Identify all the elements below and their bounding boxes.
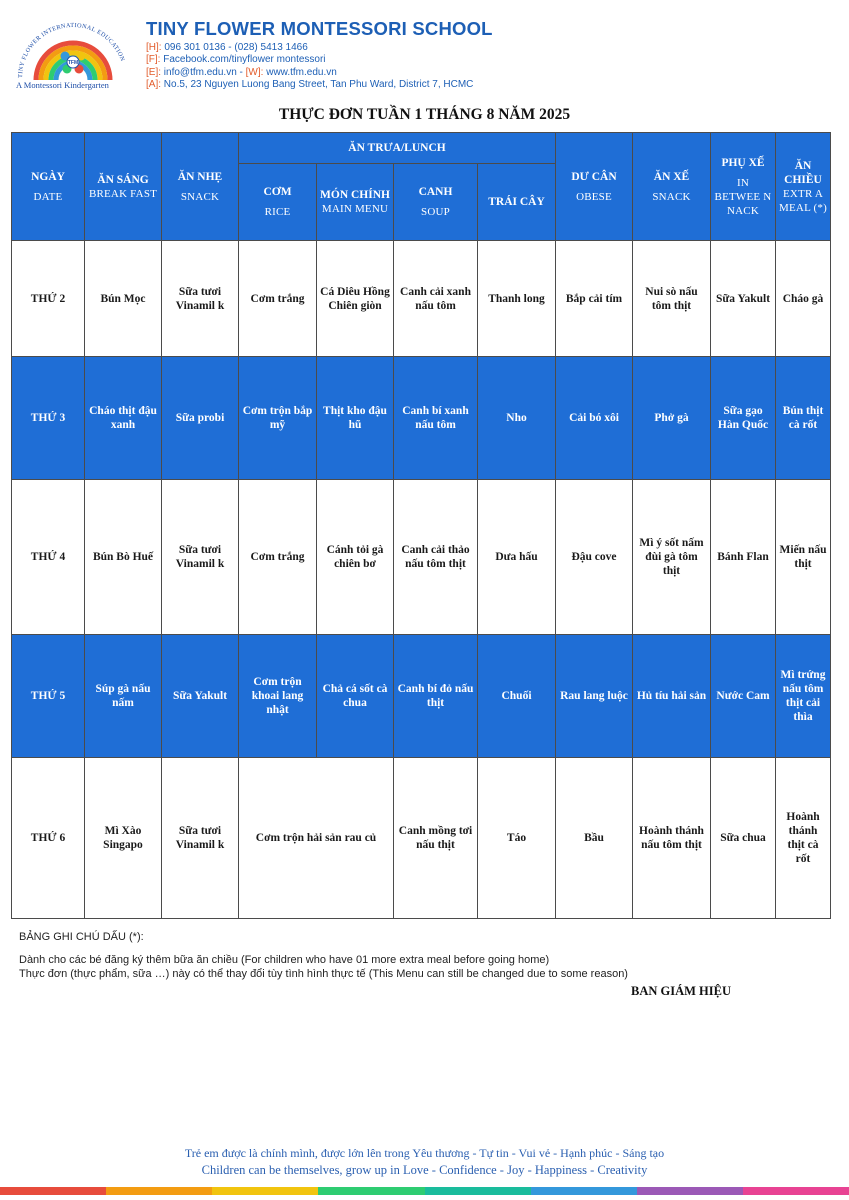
cell-soup: Canh mồng tơi nấu thịt bbox=[394, 758, 478, 919]
cell-soup: Canh cải xanh nấu tôm bbox=[394, 241, 478, 357]
cell-day: THỨ 3 bbox=[12, 357, 85, 480]
cell-breakfast: Cháo thịt đậu xanh bbox=[85, 357, 162, 480]
cell-fruit: Chuối bbox=[478, 635, 556, 758]
header-main: MÓN CHÍNH MAIN MENU bbox=[317, 164, 394, 241]
contact-address: [A]: No.5, 23 Nguyen Luong Bang Street, Tan Phu Ward, District 7, HCMC bbox=[146, 79, 474, 91]
logo-subtitle: A Montessori Kindergarten bbox=[16, 80, 109, 90]
cell-obese: Đậu cove bbox=[556, 480, 633, 635]
header-extra-meal: ĂN CHIỀU EXTR A MEAL (*) bbox=[776, 133, 831, 241]
cell-fruit: Thanh long bbox=[478, 241, 556, 357]
slogan-english: Children can be themselves, grow up in Love - Confidence - Joy - Happiness - Creativity bbox=[201, 1163, 648, 1177]
cell-extra-meal: Miến nấu thịt bbox=[776, 480, 831, 635]
cell-rice: Cơm trắng bbox=[239, 480, 317, 635]
cell-in-between: Sữa Yakult bbox=[711, 241, 776, 357]
table-row bbox=[12, 635, 831, 758]
contact-facebook[interactable]: [F]: Facebook.com/tinyflower montessori bbox=[146, 54, 326, 66]
cell-day: THỨ 6 bbox=[12, 758, 85, 919]
stripe-segment bbox=[637, 1187, 743, 1195]
logo-badge: TFM bbox=[67, 60, 79, 66]
header-obese: DƯ CÂN OBESE bbox=[556, 133, 633, 241]
school-name: TINY FLOWER MONTESSORI SCHOOL bbox=[146, 18, 493, 39]
stripe-segment bbox=[0, 1187, 106, 1195]
cell-soup: Canh bí đỏ nấu thịt bbox=[394, 635, 478, 758]
cell-in-between: Nước Cam bbox=[711, 635, 776, 758]
cell-soup: Canh bí xanh nấu tôm bbox=[394, 357, 478, 480]
table-row bbox=[12, 357, 831, 480]
cell-extra-meal: Bún thịt cà rốt bbox=[776, 357, 831, 480]
page-title: THỰC ĐƠN TUẦN 1 THÁNG 8 NĂM 2025 bbox=[278, 106, 571, 123]
header-day: NGÀY DATE bbox=[12, 133, 85, 241]
cell-rice: Cơm trộn bắp mỹ bbox=[239, 357, 317, 480]
cell-rice: Cơm trộn khoai lang nhật bbox=[239, 635, 317, 758]
logo-arc-text: TINY FLOWER INTERNATIONAL EDUCATION bbox=[16, 21, 127, 79]
stripe-segment bbox=[531, 1187, 637, 1195]
cell-fruit: Dưa hấu bbox=[478, 480, 556, 635]
cell-main: Cá Diêu Hồng Chiên giòn bbox=[317, 241, 394, 357]
header-soup: CANH SOUP bbox=[394, 164, 478, 241]
notes-heading: BẢNG GHI CHÚ DẤU (*): bbox=[19, 931, 144, 943]
cell-snack: Sữa tươi Vinamil k bbox=[162, 480, 239, 635]
cell-rice-main: Cơm trộn hải sản rau củ bbox=[239, 758, 394, 919]
header-breakfast: ĂN SÁNG BREAK FAST bbox=[85, 133, 162, 241]
cell-afternoon-snack: Hủ tíu hải sản bbox=[633, 635, 711, 758]
cell-in-between: Bánh Flan bbox=[711, 480, 776, 635]
weekly-menu-table bbox=[11, 132, 831, 919]
cell-in-between: Sữa chua bbox=[711, 758, 776, 919]
stripe-segment bbox=[212, 1187, 318, 1195]
notes-line-menu-change: Thực đơn (thực phẩm, sữa …) này có thể thay đổi tùy tình hình thực tế (This Menu can still be changed due to some reason) bbox=[19, 968, 628, 980]
header-snack: ĂN NHẸ SNACK bbox=[162, 133, 239, 241]
cell-breakfast: Mì Xào Singapo bbox=[85, 758, 162, 919]
cell-main: Cánh tỏi gà chiên bơ bbox=[317, 480, 394, 635]
cell-afternoon-snack: Phở gà bbox=[633, 357, 711, 480]
cell-obese: Rau lang luộc bbox=[556, 635, 633, 758]
header-lunch-group: ĂN TRƯA/LUNCH bbox=[239, 133, 556, 164]
header-rice: CƠM RICE bbox=[239, 164, 317, 241]
header-fruit: TRÁI CÂY bbox=[478, 164, 556, 241]
cell-afternoon-snack: Mì ý sốt nấm đùi gà tôm thịt bbox=[633, 480, 711, 635]
cell-rice: Cơm trắng bbox=[239, 241, 317, 357]
cell-day: THỨ 5 bbox=[12, 635, 85, 758]
cell-soup: Canh cải thảo nấu tôm thịt bbox=[394, 480, 478, 635]
cell-extra-meal: Cháo gà bbox=[776, 241, 831, 357]
contact-phone: [H]: 096 301 0136 - (028) 5413 1466 bbox=[146, 42, 308, 53]
cell-obese: Cải bó xôi bbox=[556, 357, 633, 480]
cell-fruit: Táo bbox=[478, 758, 556, 919]
table-row bbox=[12, 241, 831, 357]
header-afternoon-snack: ĂN XẾ SNACK bbox=[633, 133, 711, 241]
stripe-segment bbox=[318, 1187, 424, 1195]
cell-breakfast: Bún Bò Huế bbox=[85, 480, 162, 635]
rainbow-stripe bbox=[0, 1187, 849, 1195]
notes-line-extra-meal: Dành cho các bé đăng ký thêm bữa ăn chiều (For children who have 01 more extra meal before going home) bbox=[19, 954, 550, 966]
cell-extra-meal: Hoành thánh thịt cà rốt bbox=[776, 758, 831, 919]
cell-day: THỨ 4 bbox=[12, 480, 85, 635]
cell-breakfast: Bún Mọc bbox=[85, 241, 162, 357]
cell-main: Thịt kho đậu hũ bbox=[317, 357, 394, 480]
cell-snack: Sữa Yakult bbox=[162, 635, 239, 758]
header-in-between: PHỤ XẾ IN BETWEE N NACK bbox=[711, 133, 776, 241]
notes-block bbox=[19, 930, 628, 981]
table-row bbox=[12, 758, 831, 919]
cell-extra-meal: Mì trứng nấu tôm thịt cải thìa bbox=[776, 635, 831, 758]
cell-breakfast: Súp gà nấu nấm bbox=[85, 635, 162, 758]
contact-email-web[interactable]: [E]: info@tfm.edu.vn - [W]: www.tfm.edu.vn bbox=[146, 66, 337, 78]
cell-afternoon-snack: Hoành thánh nấu tôm thịt bbox=[633, 758, 711, 919]
cell-snack: Sữa probi bbox=[162, 357, 239, 480]
stripe-segment bbox=[425, 1187, 531, 1195]
cell-in-between: Sữa gạo Hàn Quốc bbox=[711, 357, 776, 480]
cell-day: THỨ 2 bbox=[12, 241, 85, 357]
cell-fruit: Nho bbox=[478, 357, 556, 480]
stripe-segment bbox=[743, 1187, 849, 1195]
signature: BAN GIÁM HIỆU bbox=[631, 984, 732, 998]
cell-obese: Bắp cải tím bbox=[556, 241, 633, 357]
contact-block bbox=[146, 42, 473, 92]
cell-afternoon-snack: Nui sò nấu tôm thịt bbox=[633, 241, 711, 357]
cell-snack: Sữa tươi Vinamil k bbox=[162, 241, 239, 357]
table-row bbox=[12, 480, 831, 635]
cell-obese: Bầu bbox=[556, 758, 633, 919]
stripe-segment bbox=[106, 1187, 212, 1195]
cell-snack: Sữa tươi Vinamil k bbox=[162, 758, 239, 919]
slogan-vietnamese: Trẻ em được là chính mình, được lớn lên trong Yêu thương - Tự tin - Vui vẻ - Hạnh phúc - Sáng tạo bbox=[184, 1146, 665, 1160]
cell-main: Chả cá sốt cà chua bbox=[317, 635, 394, 758]
